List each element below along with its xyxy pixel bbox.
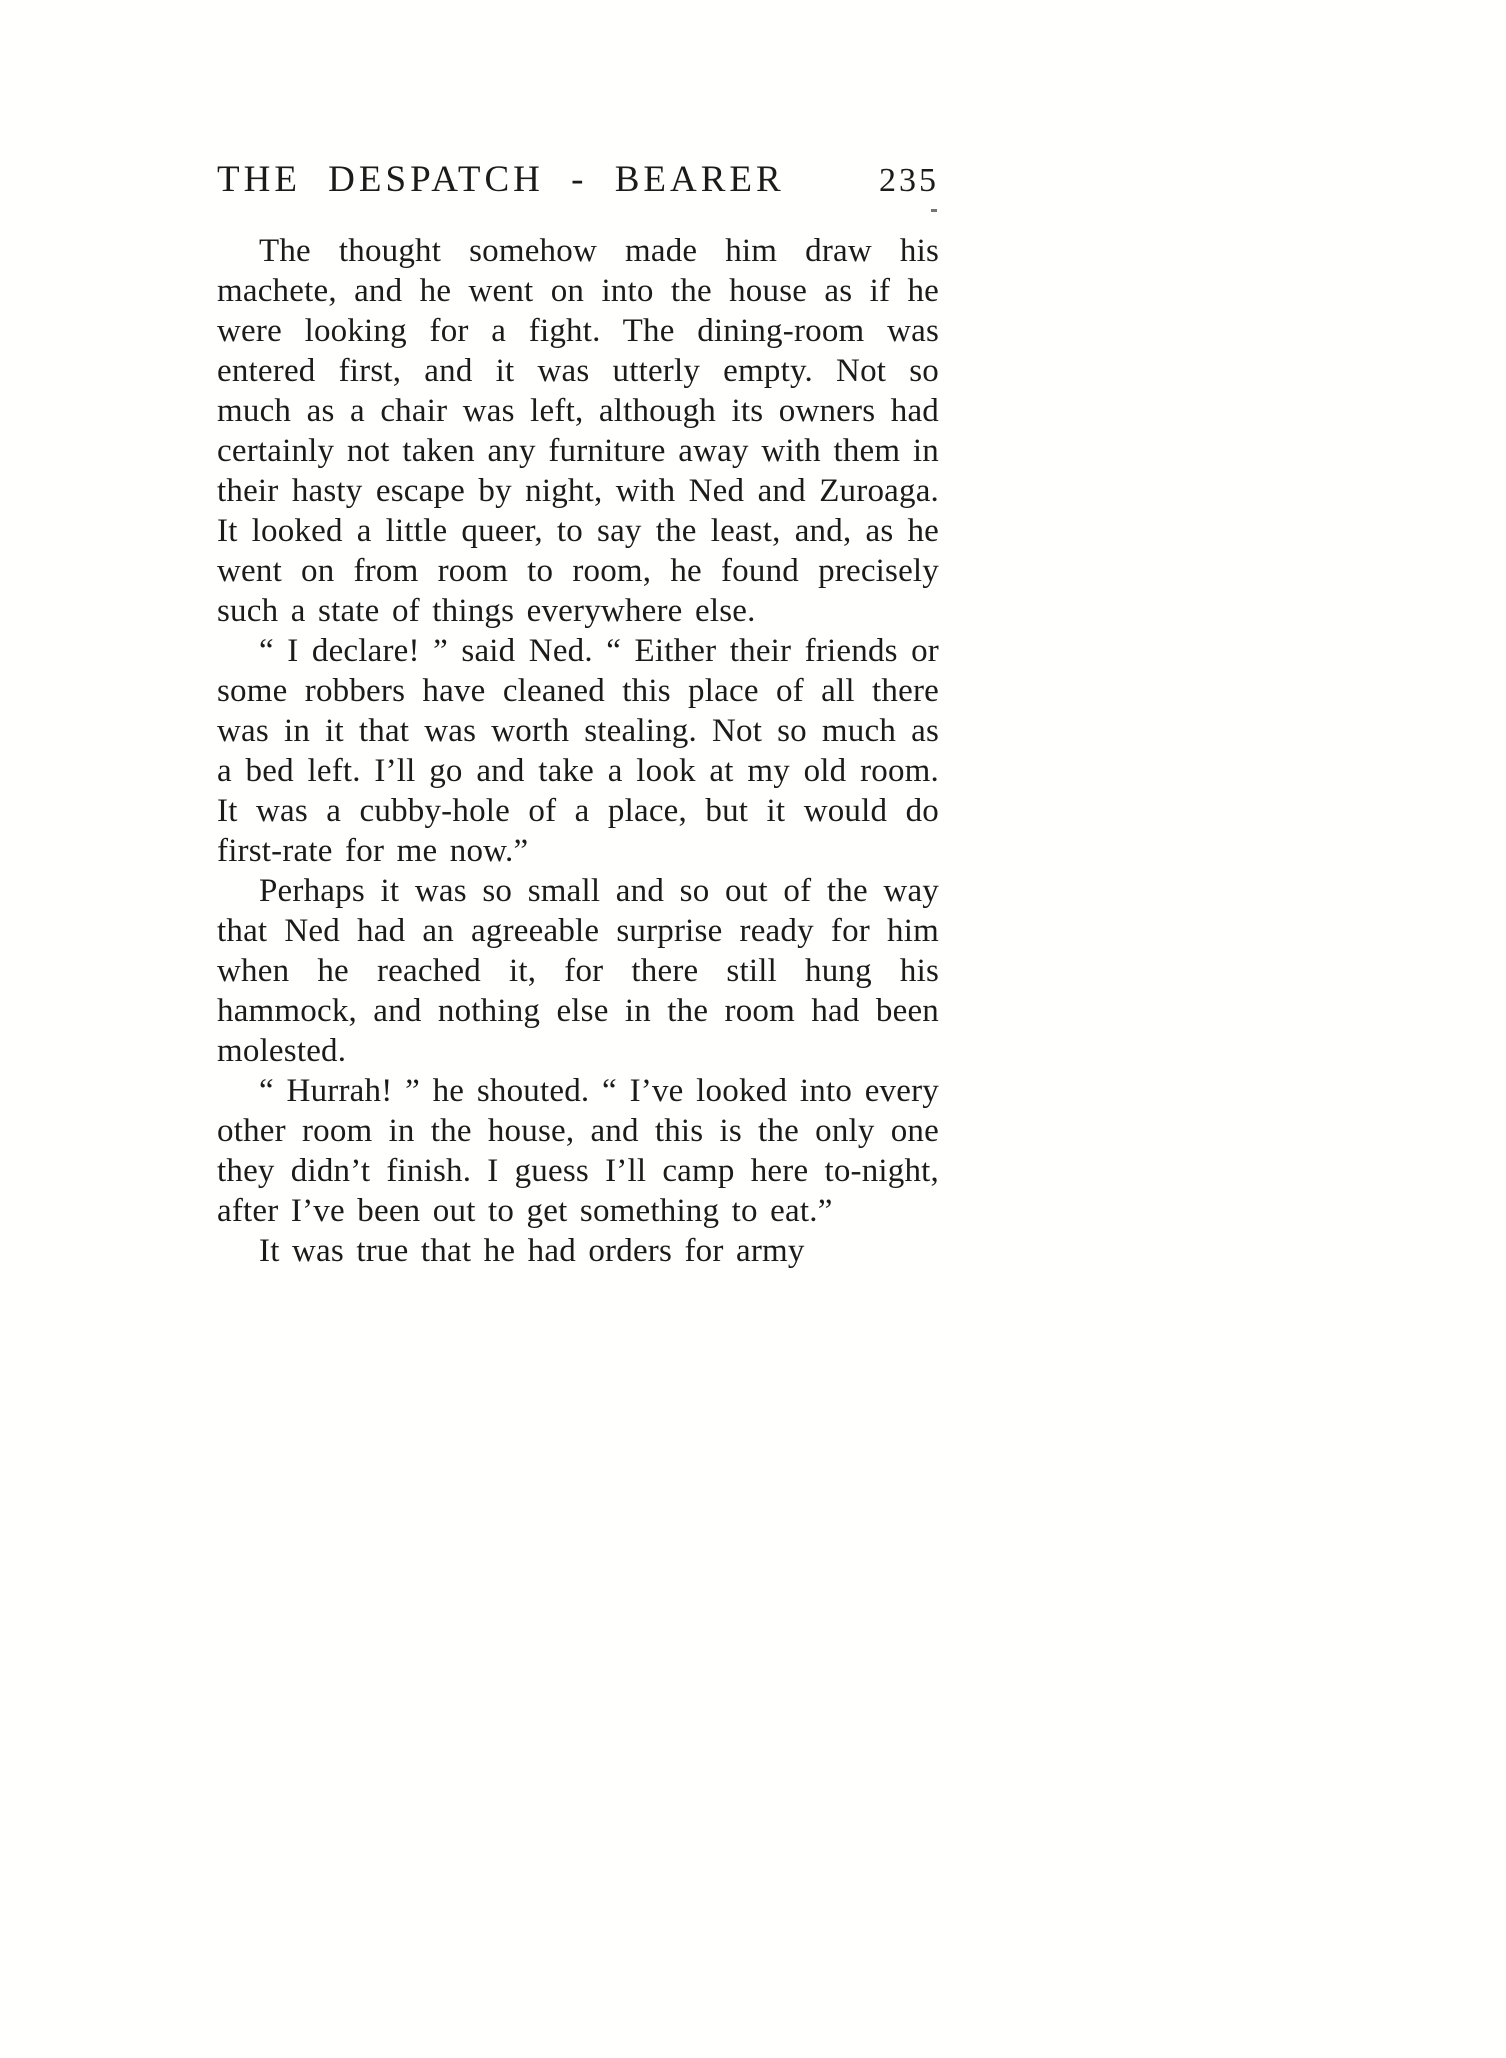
page-number: 235 <box>879 162 939 199</box>
paragraph: The thought somehow made him draw his machete, and he went on into the house as if he were looking for a fight. The dining-room was entered first, and it was utterly empty. Not so much as a chair was left, although its owners had certainly not taken any furniture away with them in their hasty escape by night, with Ned and Zuroaga. It looked a little queer, to say the least, and, as he went on from room to room, he found precisely such a state of things everywhere else. <box>217 233 939 629</box>
paragraph: “ I declare! ” said Ned. “ Either their friends or some robbers have cleaned this place of all there was in it that was worth stealing. Not so much as a bed left. I’ll go and take a look at my old room. It was a cubby-hole of a place, but it would do first-rate for me now.” <box>217 633 939 869</box>
body-text <box>217 231 939 1271</box>
paragraph: It was true that he had orders for army <box>259 1233 805 1269</box>
paragraph: Perhaps it was so small and so out of the way that Ned had an agreeable surprise ready for him when he reached it, for there still hung his hammock, and nothing else in the room had been molested. <box>217 873 939 1069</box>
text-block <box>217 158 939 1271</box>
running-header <box>217 158 939 201</box>
page-title: THE DESPATCH - BEARER <box>217 159 785 200</box>
paragraph: “ Hurrah! ” he shouted. “ I’ve looked into every other room in the house, and this is the only one they didn’t finish. I guess I’ll camp here to-night, after I’ve been out to get something to eat.” <box>217 1073 939 1229</box>
